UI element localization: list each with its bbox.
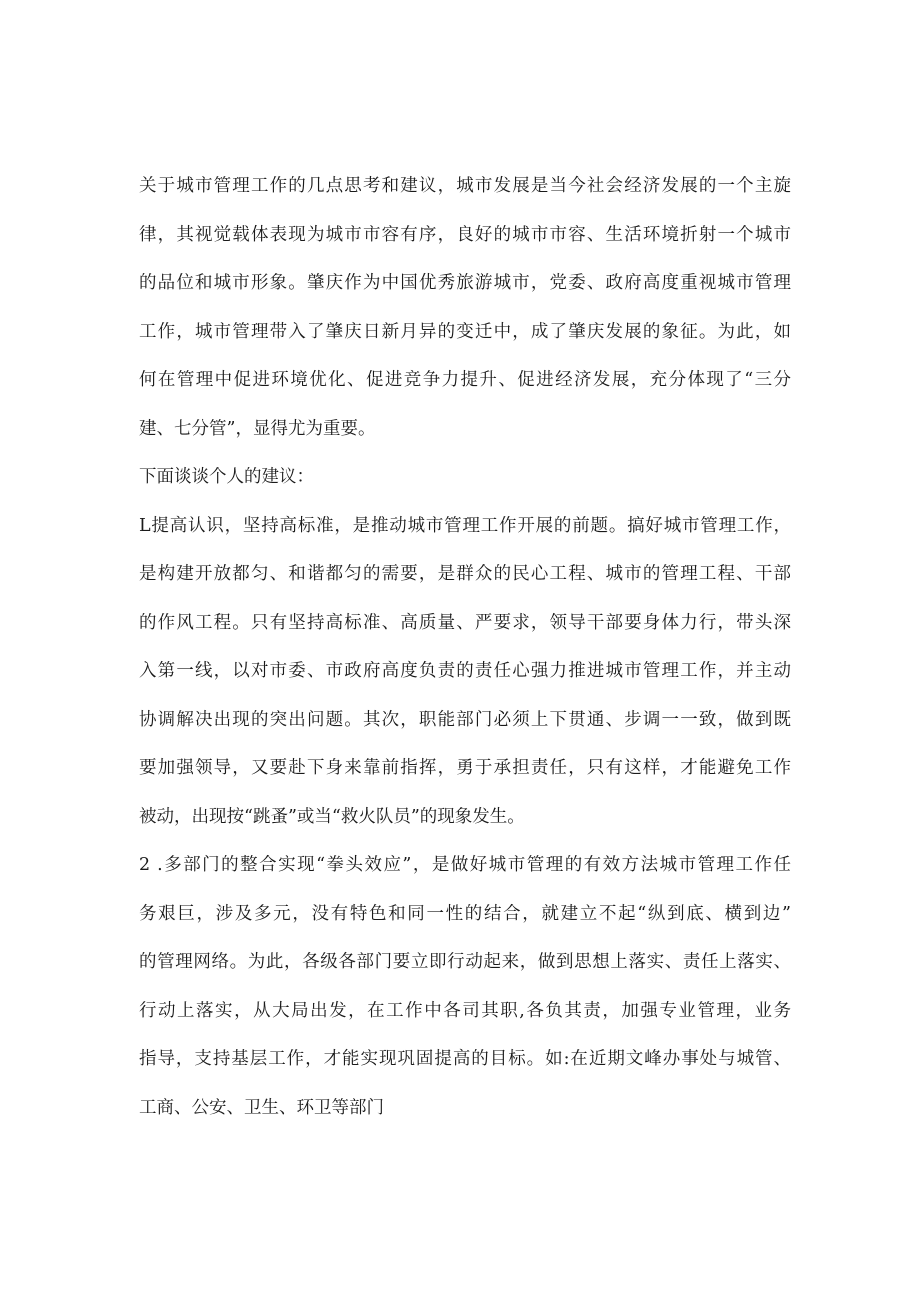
document-body	[139, 162, 791, 1132]
text-line: 行动上落实，从大局出发，在工作中各司其职,各负其责，加强专业管理，业务	[139, 1000, 791, 1021]
text-line: 协调解决出现的突出问题。其次，职能部门必须上下贯通、步调一一致，做到既	[139, 709, 791, 730]
text-line: 工商、公安、卫生、环卫等部门	[139, 1097, 384, 1118]
text-line: 关于城市管理工作的几点思考和建议，城市发展是当今社会经济发展的一个主旋	[139, 176, 791, 196]
text-line: 律，其视觉载体表现为城市市容有序，良好的城市市容、生活环境折射一个城市	[139, 224, 791, 245]
text-line: 的作风工程。只有坚持高标准、高质量、严要求，领导干部要身体力行，带头深	[139, 612, 791, 633]
text-line: L提高认识，坚持高标准，是推动城市管理工作开展的前题。搞好城市管理工作，	[139, 515, 791, 536]
text-line: 下面谈谈个人的建议：	[139, 467, 314, 487]
text-line: 入第一线，以对市委、市政府高度负责的责任心强力推进城市管理工作，并主动	[139, 661, 791, 681]
paragraph	[139, 502, 791, 842]
text-line: 是构建开放都匀、和谐都匀的需要，是群众的民心工程、城市的管理工程、干部	[139, 564, 791, 584]
text-line: 2 .多部门的整合实现“拳头效应”，是做好城市管理的有效方法城市管理工作任	[139, 855, 791, 875]
text-line: 何在管理中促进环境优化、促进竞争力提升、促进经济发展，充分体现了“三分	[139, 370, 791, 390]
paragraph	[139, 162, 791, 453]
text-line: 被动，出现按“跳蚤”或当“救火队员”的现象发生。	[139, 806, 525, 827]
text-line: 务艰巨，涉及多元，没有特色和同一性的结合，就建立不起“纵到底、横到边”	[139, 903, 791, 924]
text-line: 建、七分管”，显得尤为重要。	[139, 418, 376, 439]
paragraph	[139, 453, 791, 502]
text-line: 要加强领导，又要赴下身来靠前指挥，勇于承担责任，只有这样，才能避免工作	[139, 758, 791, 778]
text-line: 的品位和城市形象。肇庆作为中国优秀旅游城市，党委、政府高度重视城市管理	[139, 273, 791, 293]
text-line: 工作，城市管理带入了肇庆日新月异的变迁中，成了肇庆发展的象征。为此，如	[139, 321, 791, 342]
paragraph	[139, 841, 791, 1132]
text-line: 的管理网络。为此，各级各部门要立即行动起来，做到思想上落实、责任上落实、	[139, 952, 791, 972]
text-line: 指导，支持基层工作，才能实现巩固提高的目标。如:在近期文峰办事处与城管、	[139, 1049, 791, 1069]
